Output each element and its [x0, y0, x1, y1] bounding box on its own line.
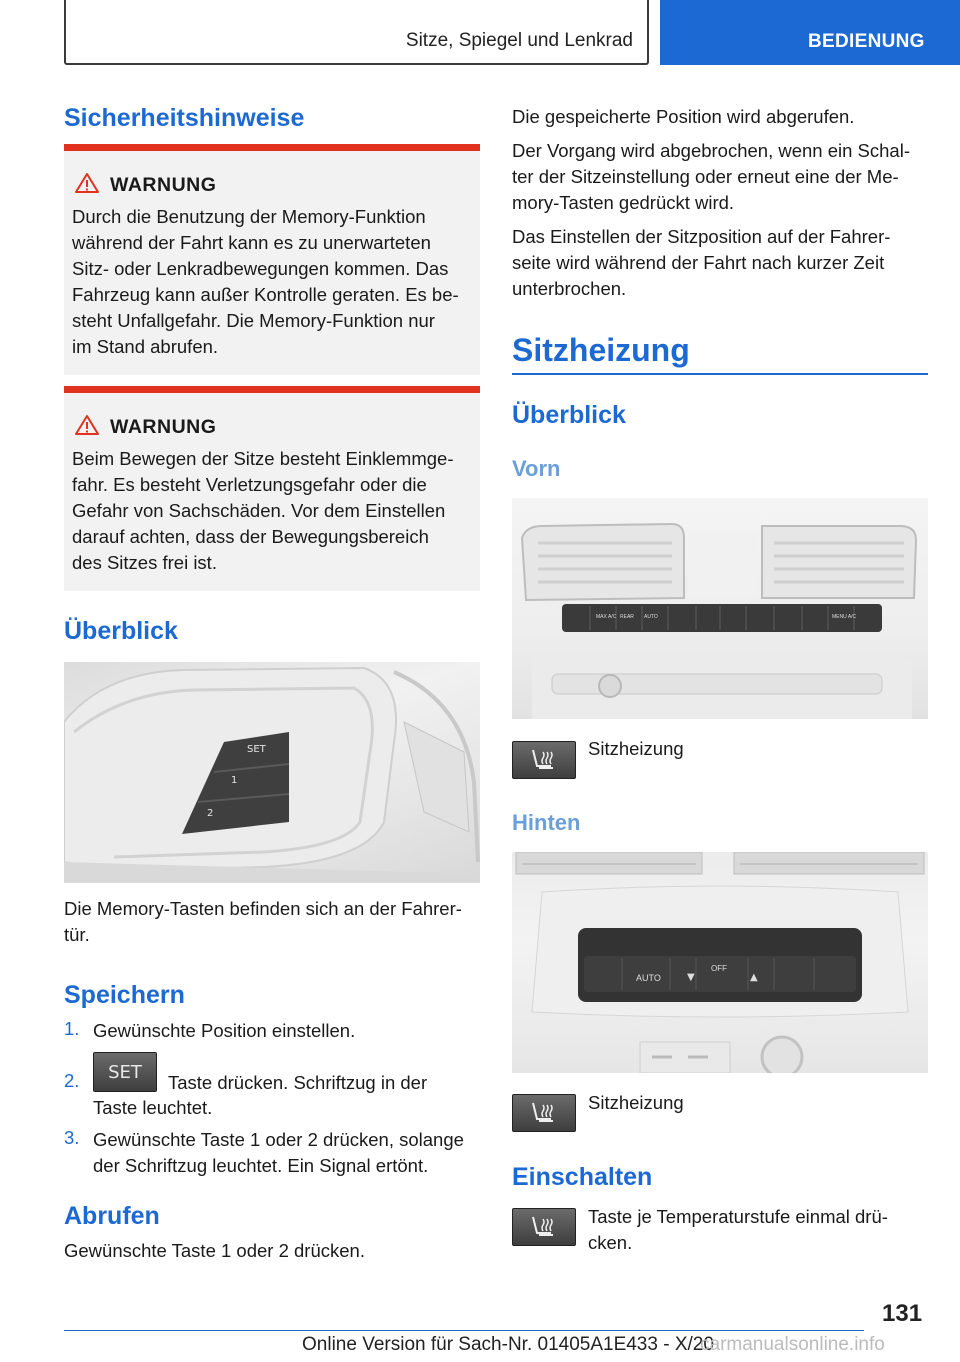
front-subheading: Vorn: [512, 456, 561, 481]
chapter-title: Sitze, Spiegel und Lenkrad: [405, 30, 633, 51]
warning-triangle-icon: [74, 172, 100, 194]
step-text: Taste drücken. Schriftzug in der: [168, 1072, 428, 1093]
warning-triangle-icon: [74, 414, 100, 436]
footer-online-version: Online Version für Sach-Nr. 01405A1E433 - X/20: [302, 1334, 714, 1355]
heading-rule: [512, 373, 928, 375]
step-text: Gewünschte Taste 1 oder 2 drücken, solange der Schriftzug leuchtet. Ein Signal ertönt.: [93, 1129, 464, 1176]
switch-on-text: Taste je Temperaturstufe einmal drü- cken.: [588, 1206, 888, 1253]
front-panel-label: REAR: [620, 614, 634, 620]
step-text: Gewünschte Position einstellen.: [93, 1020, 356, 1041]
warning-bar: [64, 144, 480, 151]
watermark: carmanualsonline.info: [700, 1334, 885, 1355]
step-number: 1.: [64, 1018, 80, 1039]
rear-panel-label: OFF: [711, 964, 727, 973]
rear-subheading: Hinten: [512, 810, 581, 835]
front-panel-label: AUTO: [644, 614, 658, 620]
front-panel-label: MENU A/C: [832, 614, 857, 620]
header-section-tab: [660, 0, 960, 65]
set-button-icon: [93, 1052, 157, 1092]
warning-title: WARNUNG: [110, 174, 217, 196]
safety-heading: Sicherheitshinweise: [64, 104, 305, 132]
rear-caption: Sitzheizung: [588, 1092, 684, 1113]
section-title: BEDIENUNG: [808, 31, 925, 52]
svg-text:▲: ▲: [750, 972, 758, 983]
recall-text: Gewünschte Taste 1 oder 2 drücken.: [64, 1240, 365, 1261]
rear-panel-label: AUTO: [636, 973, 661, 983]
step-number: 3.: [64, 1127, 80, 1148]
recall-description: Die gespeicherte Position wird abgerufen. Der Vorgang wird abgebrochen, wenn ein Schal- ter der Sitzeinstellung oder erneut eine der Me- mory-Tasten gedrückt wird. Das Einstellen der Sitzposition auf der Fahrer- seite wird während der Fahrt nach kurzer Zeit unterbrochen.: [512, 106, 910, 299]
seat-heating-icon: [512, 1094, 576, 1132]
front-caption: Sitzheizung: [588, 738, 684, 759]
step-number: 2.: [64, 1070, 80, 1091]
recall-heading: Abrufen: [64, 1202, 160, 1230]
set-button-label: SET: [108, 1062, 142, 1083]
warning-text: Beim Bewegen der Sitze besteht Einklemmge- fahr. Es besteht Verletzungsgefahr oder die Gefahr von Sachschäden. Vor dem Einstellen darauf achten, dass der Bewegungsbereich des Sitzes frei ist.: [72, 448, 454, 573]
save-heading: Speichern: [64, 981, 185, 1009]
header-chapter-box: [64, 0, 649, 65]
overview-heading: Überblick: [64, 617, 178, 645]
switch-on-heading: Einschalten: [512, 1163, 653, 1191]
rear-climate-panel-image: [512, 852, 928, 1073]
svg-text:▼: ▼: [687, 972, 695, 983]
seat-heating-icon: [512, 741, 576, 779]
warning-box-1: [64, 144, 480, 375]
door-memory-buttons-image: [64, 662, 480, 883]
door-button-2-label: 2: [207, 808, 214, 819]
overview-caption: Die Memory-Tasten befinden sich an der Fahrer- tür.: [64, 898, 462, 945]
front-climate-panel-image: [512, 498, 928, 719]
step-text: Taste leuchtet.: [93, 1097, 213, 1118]
front-panel-label: MAX A/C: [596, 614, 617, 620]
seat-heating-icon: [512, 1208, 576, 1246]
warning-box-2: [64, 386, 480, 591]
warning-title: WARNUNG: [110, 416, 217, 438]
seat-heating-heading: Sitzheizung: [512, 332, 690, 368]
footer-rule: [64, 1330, 864, 1331]
overview-heading-right: Überblick: [512, 401, 626, 429]
door-button-set-label: SET: [247, 744, 266, 755]
warning-text: Durch die Benutzung der Memory-Funktion während der Fahrt kann es zu unerwarteten Sitz- oder Lenkradbewegungen kommen. Das Fahrzeug kann außer Kontrolle geraten. Es be- steht Unfallgefahr. Die Memory-Funktion nur im Stand abrufen.: [72, 206, 459, 357]
page-number: 131: [882, 1300, 923, 1327]
door-button-1-label: 1: [231, 775, 238, 786]
warning-bar: [64, 386, 480, 393]
